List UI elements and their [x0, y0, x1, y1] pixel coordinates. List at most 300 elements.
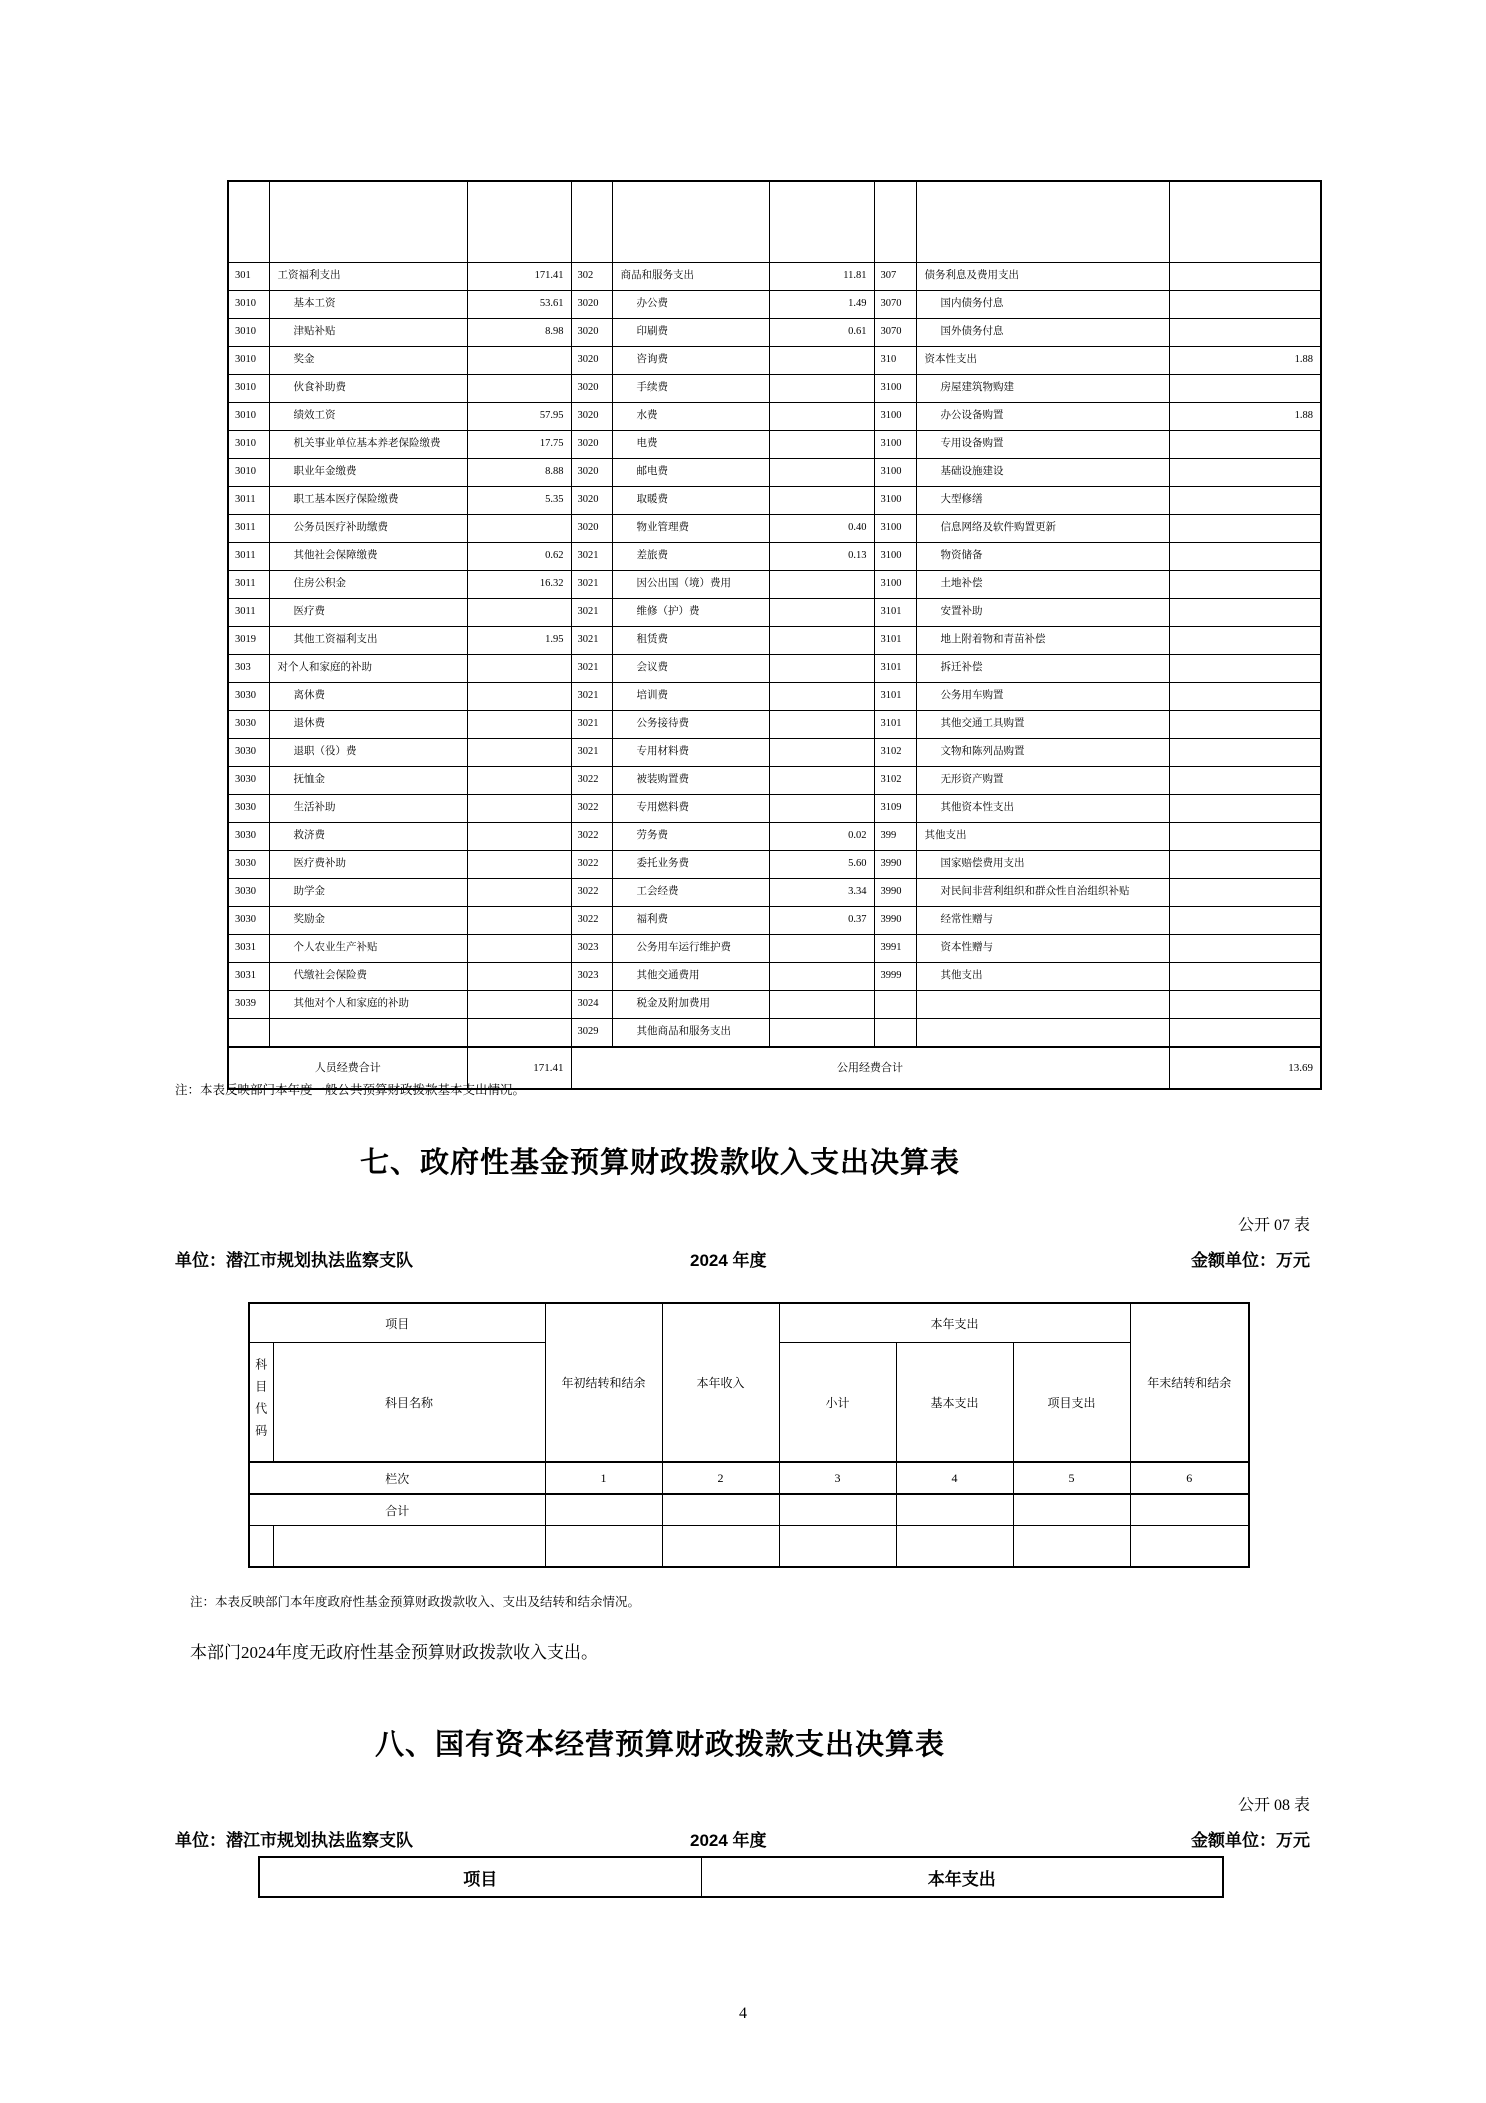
state-capital-table — [258, 1856, 1224, 1898]
code-cell: 3023 — [571, 963, 612, 991]
amount-cell — [1169, 991, 1321, 1019]
t7-column-number: 3 — [779, 1462, 896, 1494]
name-cell: 其他交通工具购置 — [916, 711, 1169, 739]
t7-column-index-row — [249, 1462, 1249, 1494]
name-cell: 公务接待费 — [612, 711, 769, 739]
name-cell: 基础设施建设 — [916, 459, 1169, 487]
table-row — [228, 767, 1321, 795]
header-row — [228, 181, 1321, 263]
name-cell: 职业年金缴费 — [269, 459, 467, 487]
amount-cell: 0.13 — [769, 543, 874, 571]
amount-cell — [467, 515, 571, 543]
name-cell: 福利费 — [612, 907, 769, 935]
name-cell: 抚恤金 — [269, 767, 467, 795]
blank-header-cell — [1169, 181, 1321, 263]
amount-cell — [1169, 739, 1321, 767]
name-cell: 差旅费 — [612, 543, 769, 571]
name-cell: 安置补助 — [916, 599, 1169, 627]
name-cell: 其他对个人和家庭的补助 — [269, 991, 467, 1019]
amount-cell — [467, 795, 571, 823]
amount-cell — [769, 655, 874, 683]
code-cell: 302 — [571, 263, 612, 291]
section7-table-code: 公开 07 表 — [1237, 1217, 1310, 1234]
table-row — [228, 571, 1321, 599]
code-cell: 3011 — [228, 515, 269, 543]
section8-unit-line — [175, 1826, 1310, 1850]
code-cell: 3999 — [874, 963, 916, 991]
code-cell: 3023 — [571, 935, 612, 963]
code-cell: 3011 — [228, 571, 269, 599]
name-cell: 文物和陈列品购置 — [916, 739, 1169, 767]
name-cell: 专用设备购置 — [916, 431, 1169, 459]
name-cell: 资本性支出 — [916, 347, 1169, 375]
table-row — [228, 431, 1321, 459]
t7-project-header: 项目 — [249, 1303, 545, 1343]
code-cell: 3100 — [874, 571, 916, 599]
table-row — [228, 459, 1321, 487]
code-cell: 3990 — [874, 907, 916, 935]
t7-project-expenditure-header: 项目支出 — [1013, 1343, 1130, 1463]
amount-cell — [769, 991, 874, 1019]
section8-table-code: 公开 08 表 — [1237, 1797, 1310, 1814]
name-cell: 其他商品和服务支出 — [612, 1019, 769, 1048]
name-cell: 印刷费 — [612, 319, 769, 347]
code-cell: 3100 — [874, 375, 916, 403]
name-cell: 办公设备购置 — [916, 403, 1169, 431]
code-cell: 3010 — [228, 403, 269, 431]
table-row — [228, 683, 1321, 711]
code-cell: 3102 — [874, 739, 916, 767]
amount-cell — [467, 739, 571, 767]
amount-cell: 8.98 — [467, 319, 571, 347]
code-cell: 3020 — [571, 403, 612, 431]
name-cell: 其他资本性支出 — [916, 795, 1169, 823]
amount-cell: 17.75 — [467, 431, 571, 459]
code-cell: 3021 — [571, 739, 612, 767]
amount-cell — [467, 963, 571, 991]
amount-cell — [1169, 571, 1321, 599]
amount-cell — [769, 767, 874, 795]
name-cell — [916, 991, 1169, 1019]
amount-cell — [769, 375, 874, 403]
table-row — [228, 711, 1321, 739]
name-cell: 工会经费 — [612, 879, 769, 907]
name-cell: 租赁费 — [612, 627, 769, 655]
amount-cell — [467, 907, 571, 935]
code-cell: 3030 — [228, 767, 269, 795]
name-cell: 机关事业单位基本养老保险缴费 — [269, 431, 467, 459]
amount-cell — [467, 823, 571, 851]
amount-cell — [769, 963, 874, 991]
t7-current-expenditure-header: 本年支出 — [779, 1303, 1130, 1343]
basic-table-note: 注：本表反映部门本年度一般公共预算财政拨款基本支出情况。 — [175, 1083, 526, 1097]
name-cell: 债务利息及费用支出 — [916, 263, 1169, 291]
table-row — [228, 263, 1321, 291]
code-cell: 3109 — [874, 795, 916, 823]
code-cell: 3010 — [228, 459, 269, 487]
t7-empty-cell — [896, 1526, 1013, 1568]
name-cell — [269, 1019, 467, 1048]
code-cell: 3020 — [571, 515, 612, 543]
t7-empty-cell — [249, 1526, 273, 1568]
blank-header-cell — [916, 181, 1169, 263]
name-cell: 公务用车运行维护费 — [612, 935, 769, 963]
page-number: 4 — [739, 2005, 747, 2022]
t8-current-expenditure-header: 本年支出 — [701, 1857, 1223, 1897]
amount-cell — [1169, 907, 1321, 935]
table-row — [228, 347, 1321, 375]
amount-cell — [769, 487, 874, 515]
amount-cell — [1169, 543, 1321, 571]
code-cell: 3010 — [228, 375, 269, 403]
code-cell: 3070 — [874, 291, 916, 319]
code-cell: 3101 — [874, 627, 916, 655]
t8-project-header: 项目 — [259, 1857, 701, 1897]
name-cell: 商品和服务支出 — [612, 263, 769, 291]
code-cell: 3020 — [571, 431, 612, 459]
code-cell: 310 — [874, 347, 916, 375]
amount-cell: 57.95 — [467, 403, 571, 431]
amount-cell — [467, 767, 571, 795]
t7-empty-row — [249, 1526, 1249, 1568]
table-row — [228, 291, 1321, 319]
name-cell: 对民间非营利组织和群众性自治组织补贴 — [916, 879, 1169, 907]
code-cell: 3021 — [571, 711, 612, 739]
amount-cell — [1169, 627, 1321, 655]
t7-subtotal-header: 小计 — [779, 1343, 896, 1463]
code-cell: 3024 — [571, 991, 612, 1019]
name-cell: 对个人和家庭的补助 — [269, 655, 467, 683]
amount-cell — [769, 683, 874, 711]
section7-statement: 本部门2024年度无政府性基金预算财政拨款收入支出。 — [190, 1643, 598, 1662]
code-cell: 3100 — [874, 515, 916, 543]
t7-total-label: 合计 — [249, 1494, 545, 1526]
name-cell: 助学金 — [269, 879, 467, 907]
amount-cell: 0.61 — [769, 319, 874, 347]
code-cell: 3022 — [571, 767, 612, 795]
name-cell: 土地补偿 — [916, 571, 1169, 599]
table-row — [228, 403, 1321, 431]
name-cell: 取暖费 — [612, 487, 769, 515]
public-total-label: 公用经费合计 — [571, 1047, 1169, 1089]
name-cell: 税金及附加费用 — [612, 991, 769, 1019]
amount-cell — [1169, 319, 1321, 347]
name-cell: 专用材料费 — [612, 739, 769, 767]
code-cell: 3101 — [874, 711, 916, 739]
t7-opening-balance-header: 年初结转和结余 — [545, 1303, 662, 1462]
table-row — [228, 515, 1321, 543]
name-cell: 咨询费 — [612, 347, 769, 375]
amount-cell — [1169, 431, 1321, 459]
name-cell: 其他社会保障缴费 — [269, 543, 467, 571]
table-row — [228, 627, 1321, 655]
amount-cell: 8.88 — [467, 459, 571, 487]
name-cell: 拆迁补偿 — [916, 655, 1169, 683]
amount-cell: 5.35 — [467, 487, 571, 515]
t7-column-number: 4 — [896, 1462, 1013, 1494]
blank-header-band — [228, 181, 1321, 263]
amount-cell — [1169, 711, 1321, 739]
amount-cell — [769, 795, 874, 823]
name-cell: 水费 — [612, 403, 769, 431]
code-cell: 3010 — [228, 347, 269, 375]
name-cell: 物资储备 — [916, 543, 1169, 571]
name-cell: 无形资产购置 — [916, 767, 1169, 795]
blank-header-cell — [874, 181, 916, 263]
section8-amount-unit: 金额单位：万元 — [1191, 1831, 1310, 1850]
name-cell: 奖金 — [269, 347, 467, 375]
name-cell: 办公费 — [612, 291, 769, 319]
amount-cell: 1.88 — [1169, 347, 1321, 375]
t7-empty-cell — [1130, 1526, 1249, 1568]
blank-header-cell — [269, 181, 467, 263]
name-cell: 个人农业生产补贴 — [269, 935, 467, 963]
section7-title: 七、政府性基金预算财政拨款收入支出决算表 — [359, 1147, 960, 1179]
name-cell: 会议费 — [612, 655, 769, 683]
t7-subject-code-header — [249, 1343, 273, 1463]
code-cell: 3011 — [228, 487, 269, 515]
name-cell: 其他交通费用 — [612, 963, 769, 991]
table-row — [228, 907, 1321, 935]
table-row — [228, 963, 1321, 991]
table-row — [228, 739, 1321, 767]
basic-table-body — [228, 263, 1321, 1048]
name-cell: 伙食补助费 — [269, 375, 467, 403]
code-cell: 3020 — [571, 347, 612, 375]
t7-current-income-header: 本年收入 — [662, 1303, 779, 1462]
name-cell: 退职（役）费 — [269, 739, 467, 767]
name-cell: 救济费 — [269, 823, 467, 851]
amount-cell: 1.95 — [467, 627, 571, 655]
amount-cell: 171.41 — [467, 263, 571, 291]
amount-cell — [467, 935, 571, 963]
name-cell: 医疗费 — [269, 599, 467, 627]
code-cell: 3101 — [874, 599, 916, 627]
amount-cell — [1169, 879, 1321, 907]
name-cell: 公务用车购置 — [916, 683, 1169, 711]
amount-cell — [1169, 935, 1321, 963]
name-cell: 培训费 — [612, 683, 769, 711]
name-cell: 被装购置费 — [612, 767, 769, 795]
section8-year: 2024 年度 — [690, 1831, 767, 1850]
table-row — [228, 599, 1321, 627]
name-cell: 信息网络及软件购置更新 — [916, 515, 1169, 543]
table-row — [228, 879, 1321, 907]
t7-closing-balance-header: 年末结转和结余 — [1130, 1303, 1249, 1462]
code-cell: 3030 — [228, 879, 269, 907]
amount-cell — [769, 627, 874, 655]
amount-cell — [1169, 767, 1321, 795]
code-cell: 3022 — [571, 907, 612, 935]
amount-cell — [1169, 823, 1321, 851]
amount-cell — [1169, 599, 1321, 627]
code-cell: 3020 — [571, 291, 612, 319]
code-cell: 3030 — [228, 711, 269, 739]
amount-cell — [1169, 459, 1321, 487]
amount-cell — [467, 991, 571, 1019]
t7-empty-cell — [273, 1526, 545, 1568]
code-cell: 3021 — [571, 571, 612, 599]
table-row — [228, 655, 1321, 683]
code-cell: 3990 — [874, 879, 916, 907]
amount-cell — [467, 347, 571, 375]
table-row — [228, 1019, 1321, 1048]
t7-total-row — [249, 1494, 1249, 1526]
section8-title: 八、国有资本经营预算财政拨款支出决算表 — [374, 1729, 945, 1761]
code-cell: 3100 — [874, 431, 916, 459]
name-cell: 职工基本医疗保险缴费 — [269, 487, 467, 515]
name-cell: 住房公积金 — [269, 571, 467, 599]
code-cell: 3070 — [874, 319, 916, 347]
amount-cell — [1169, 963, 1321, 991]
amount-cell — [769, 739, 874, 767]
basic-expenditure-table — [227, 180, 1322, 1090]
code-cell: 3039 — [228, 991, 269, 1019]
name-cell: 国内债务付息 — [916, 291, 1169, 319]
code-cell: 303 — [228, 655, 269, 683]
code-cell: 3021 — [571, 655, 612, 683]
amount-cell — [769, 599, 874, 627]
amount-cell — [467, 1019, 571, 1048]
code-cell: 3020 — [571, 319, 612, 347]
name-cell: 离休费 — [269, 683, 467, 711]
personnel-total-value: 171.41 — [467, 1047, 571, 1089]
name-cell: 专用燃料费 — [612, 795, 769, 823]
blank-header-cell — [571, 181, 612, 263]
section7-amount-unit: 金额单位：万元 — [1191, 1251, 1310, 1270]
code-cell: 3022 — [571, 879, 612, 907]
t7-empty-cell — [896, 1494, 1013, 1526]
table-row — [228, 375, 1321, 403]
table-row — [228, 823, 1321, 851]
amount-cell — [1169, 1019, 1321, 1048]
t7-empty-cell — [1013, 1526, 1130, 1568]
amount-cell: 1.88 — [1169, 403, 1321, 431]
code-cell: 3101 — [874, 655, 916, 683]
amount-cell: 1.49 — [769, 291, 874, 319]
code-cell: 3991 — [874, 935, 916, 963]
name-cell: 工资福利支出 — [269, 263, 467, 291]
code-cell: 3100 — [874, 403, 916, 431]
section7-unit-label: 单位：潜江市规划执法监察支队 — [175, 1251, 413, 1270]
amount-cell — [769, 571, 874, 599]
t7-empty-cell — [1013, 1494, 1130, 1526]
name-cell: 绩效工资 — [269, 403, 467, 431]
t7-empty-cell — [779, 1494, 896, 1526]
name-cell: 邮电费 — [612, 459, 769, 487]
amount-cell — [769, 403, 874, 431]
amount-cell: 11.81 — [769, 263, 874, 291]
t7-column-number: 5 — [1013, 1462, 1130, 1494]
code-cell: 3020 — [571, 487, 612, 515]
code-cell: 3030 — [228, 823, 269, 851]
t7-empty-cell — [545, 1526, 662, 1568]
code-cell: 3030 — [228, 683, 269, 711]
amount-cell — [769, 935, 874, 963]
code-cell: 3100 — [874, 459, 916, 487]
t7-subject-name-header: 科目名称 — [273, 1343, 545, 1463]
code-cell: 3010 — [228, 319, 269, 347]
name-cell: 退休费 — [269, 711, 467, 739]
code-cell: 3019 — [228, 627, 269, 655]
code-cell: 3102 — [874, 767, 916, 795]
code-cell: 3010 — [228, 291, 269, 319]
amount-cell — [467, 851, 571, 879]
code-cell: 3021 — [571, 627, 612, 655]
name-cell: 国家赔偿费用支出 — [916, 851, 1169, 879]
personnel-total-label: 人员经费合计 — [228, 1047, 467, 1089]
amount-cell — [1169, 851, 1321, 879]
name-cell: 代缴社会保险费 — [269, 963, 467, 991]
code-cell: 3030 — [228, 907, 269, 935]
code-cell: 3031 — [228, 963, 269, 991]
t7-empty-cell — [662, 1526, 779, 1568]
t7-column-number: 2 — [662, 1462, 779, 1494]
amount-cell: 5.60 — [769, 851, 874, 879]
subject-code-vertical-label: 科目代码 — [253, 1358, 268, 1446]
code-cell: 3031 — [228, 935, 269, 963]
amount-cell — [467, 879, 571, 907]
t7-header-row-1 — [249, 1303, 1249, 1343]
code-cell: 307 — [874, 263, 916, 291]
name-cell: 委托业务费 — [612, 851, 769, 879]
code-cell: 3022 — [571, 795, 612, 823]
name-cell: 其他支出 — [916, 963, 1169, 991]
section7-year: 2024 年度 — [690, 1251, 767, 1270]
amount-cell — [1169, 683, 1321, 711]
gov-fund-table — [248, 1302, 1250, 1568]
name-cell: 劳务费 — [612, 823, 769, 851]
section7-note: 注：本表反映部门本年度政府性基金预算财政拨款收入、支出及结转和结余情况。 — [190, 1595, 641, 1609]
table-row — [228, 487, 1321, 515]
name-cell: 电费 — [612, 431, 769, 459]
blank-header-cell — [228, 181, 269, 263]
code-cell: 3022 — [571, 823, 612, 851]
amount-cell — [1169, 487, 1321, 515]
name-cell: 奖励金 — [269, 907, 467, 935]
code-cell: 3100 — [874, 487, 916, 515]
public-total-value: 13.69 — [1169, 1047, 1321, 1089]
code-cell: 3990 — [874, 851, 916, 879]
name-cell: 基本工资 — [269, 291, 467, 319]
t7-empty-cell — [1130, 1494, 1249, 1526]
t8-header-row — [259, 1857, 1223, 1897]
name-cell: 物业管理费 — [612, 515, 769, 543]
table-row — [228, 851, 1321, 879]
amount-cell: 0.62 — [467, 543, 571, 571]
amount-cell — [769, 1019, 874, 1048]
name-cell: 公务员医疗补助缴费 — [269, 515, 467, 543]
t7-empty-cell — [779, 1526, 896, 1568]
amount-cell — [1169, 515, 1321, 543]
code-cell: 3011 — [228, 599, 269, 627]
amount-cell — [1169, 795, 1321, 823]
code-cell: 3101 — [874, 683, 916, 711]
name-cell: 手续费 — [612, 375, 769, 403]
t7-column-number: 6 — [1130, 1462, 1249, 1494]
amount-cell — [467, 599, 571, 627]
code-cell — [874, 991, 916, 1019]
amount-cell — [1169, 655, 1321, 683]
name-cell: 生活补助 — [269, 795, 467, 823]
code-cell — [228, 1019, 269, 1048]
name-cell: 维修（护）费 — [612, 599, 769, 627]
name-cell: 国外债务付息 — [916, 319, 1169, 347]
amount-cell: 0.40 — [769, 515, 874, 543]
amount-cell: 3.34 — [769, 879, 874, 907]
code-cell: 3022 — [571, 851, 612, 879]
code-cell: 3020 — [571, 375, 612, 403]
